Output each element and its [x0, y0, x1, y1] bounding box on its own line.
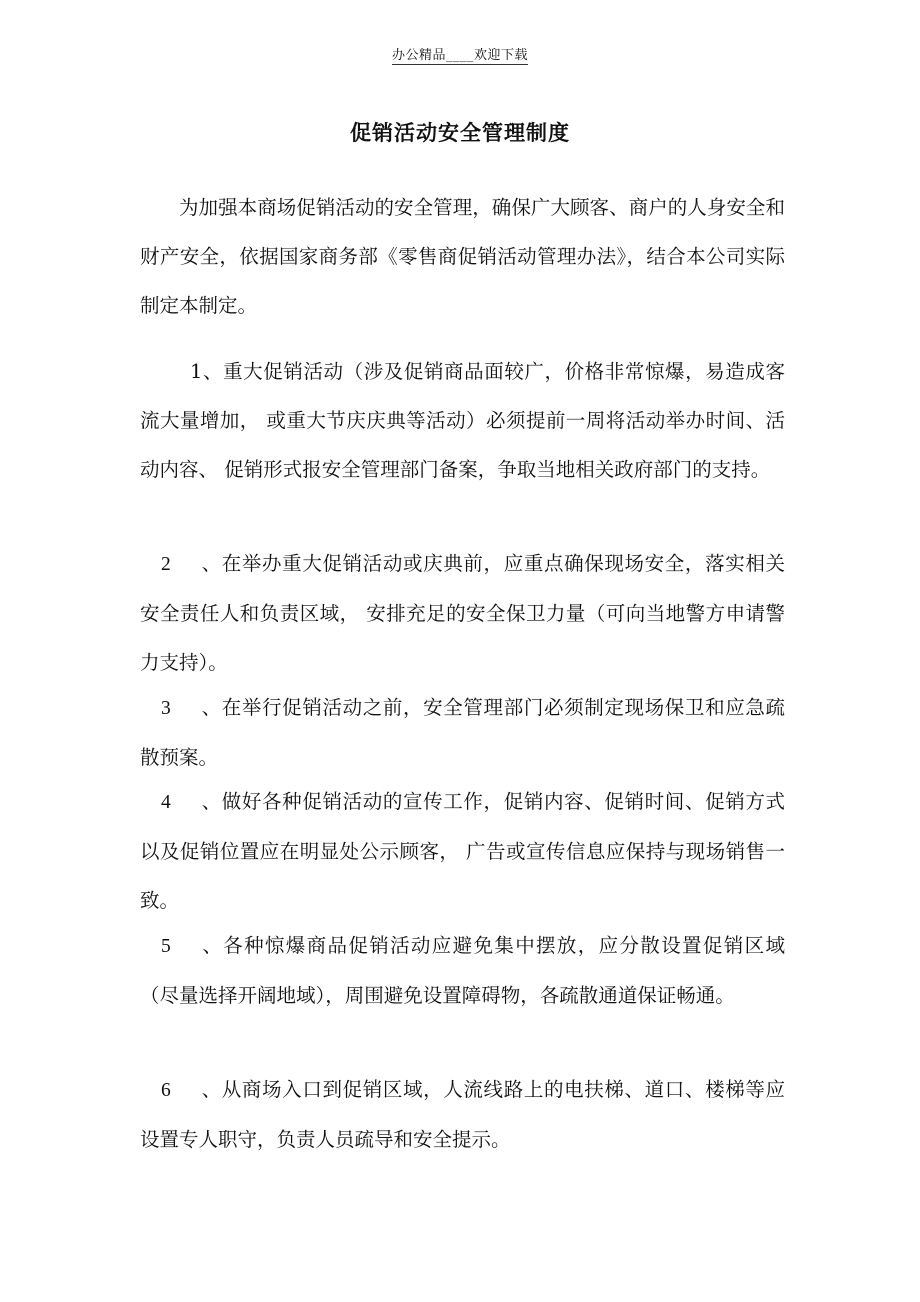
rule-item-text: 、各种惊爆商品促销活动应避免集中摆放，应分散设置促销区域（尽量选择开阔地域），周围避免设置障碍物，各疏散通道保证畅通。	[140, 934, 785, 1007]
rule-item-1-text: 1、重大促销活动（涉及促销商品面较广，价格非常惊爆，易造成客流大量增加， 或重大节庆庆典等活动）必须提前一周将活动举办时间、活动内容、 促销形式报安全管理部门备案，争取当地相关政府部门的支持。	[140, 360, 785, 481]
page-header	[0, 44, 920, 63]
document-title: 促销活动安全管理制度	[350, 121, 570, 145]
rule-item-6	[140, 1065, 785, 1164]
rule-item-number: 6	[161, 1080, 171, 1101]
rule-item-4	[140, 777, 785, 925]
rule-item-number: 4	[161, 792, 171, 813]
rule-item-1	[140, 347, 785, 494]
rule-item-text: 、从商场入口到促销区域，人流线路上的电扶梯、道口、楼梯等应设置专人职守，负责人员疏导和安全提示。	[140, 1078, 785, 1151]
rule-item-number: 3	[161, 698, 171, 719]
rule-item-text: 、在举办重大促销活动或庆典前，应重点确保现场安全，落实相关安全责任人和负责区域， 安排充足的安全保卫力量（可向当地警方申请警力支持）。	[140, 552, 785, 674]
rule-item-3	[140, 683, 785, 782]
rule-item-number: 5	[161, 936, 171, 957]
rule-item-text: 、在举行促销活动之前，安全管理部门必须制定现场保卫和应急疏散预案。	[140, 696, 785, 769]
header-text: 办公精品____欢迎下载	[391, 48, 528, 63]
rule-item-number: 2	[161, 554, 171, 575]
rule-item-2	[140, 539, 785, 687]
rule-item-text: 、做好各种促销活动的宣传工作，促销内容、促销时间、促销方式以及促销位置应在明显处公示顾客， 广告或宣传信息应保持与现场销售一致。	[140, 790, 785, 912]
rule-item-5	[140, 921, 785, 1020]
intro-paragraph: 为加强本商场促销活动的安全管理，确保广大顾客、商户的人身安全和财产安全，依据国家商务部《零售商促销活动管理办法》，结合本公司实际制定本制定。	[140, 196, 785, 317]
